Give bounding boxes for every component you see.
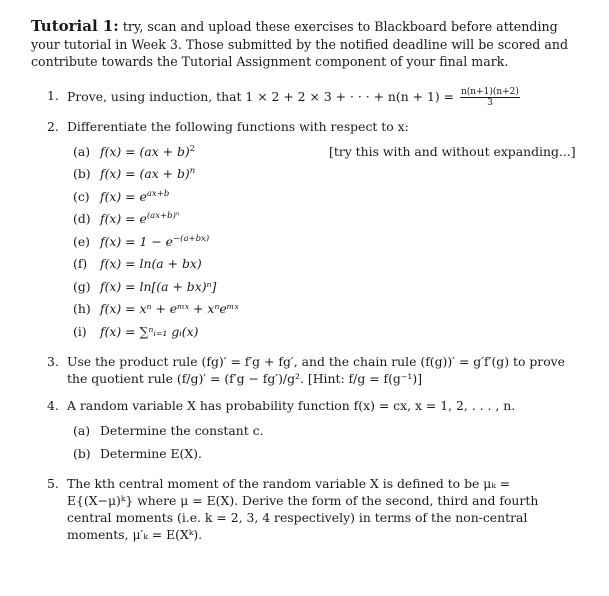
- function-lhs: f(x) =: [100, 188, 140, 204]
- sub-question-b: [67, 163, 579, 186]
- function-base: e: [139, 188, 147, 204]
- sub-question-text: Determine E(X).: [100, 445, 202, 461]
- sub-question-a: [67, 420, 579, 443]
- sub-label: (f): [73, 256, 88, 271]
- function-lhs: f(x) =: [100, 278, 140, 294]
- function-base: xⁿ + eᵐˣ + xⁿeᵐˣ: [139, 301, 239, 316]
- function-base: e: [139, 211, 147, 226]
- question-text: Prove, using induction, that 1 × 2 + 2 × 3 + · · · + n(n + 1) =: [67, 88, 458, 104]
- sub-question-d: [67, 208, 579, 231]
- sub-label: (a): [73, 423, 91, 438]
- function-base: (ax + b): [139, 166, 190, 181]
- tutorial-sheet: [31, 18, 579, 553]
- question-1: [31, 87, 579, 108]
- sub-label: (g): [73, 278, 91, 294]
- fraction: [460, 87, 520, 108]
- question-4: [31, 397, 579, 465]
- sub-label: (b): [73, 166, 91, 181]
- function-lhs: f(x) =: [100, 143, 140, 159]
- sub-label: (h): [73, 301, 91, 316]
- question-2: [31, 118, 579, 344]
- sub-label: (d): [73, 211, 91, 226]
- sub-question-i: [67, 321, 579, 344]
- function-base: ln[(a + bx)ⁿ]: [139, 278, 217, 294]
- sub-label: (b): [73, 445, 91, 461]
- sub-question-a: [67, 141, 579, 164]
- sub-question-b: [67, 443, 579, 466]
- sub-question-list: [67, 141, 579, 344]
- question-number: 1.: [47, 87, 59, 103]
- tutorial-title: Tutorial 1:: [31, 17, 119, 35]
- function-lhs: f(x) =: [100, 301, 140, 316]
- question-text: The kth central moment of the random variable X is defined to be μₖ = E{(X−μ)ᵏ} where μ = E(X). Derive the form of the second, third and fourth central moments (i.e. k = 2, 3, 4 respectively) in terms of the non-central moments, μ′ₖ = E(Xᵏ).: [67, 476, 539, 542]
- function-lhs: f(x) =: [100, 323, 140, 339]
- sub-question-e: [67, 231, 579, 254]
- function-lhs: f(x) =: [100, 256, 140, 271]
- exponent: (ax+b)ⁿ: [146, 210, 180, 221]
- sub-label: (a): [73, 143, 91, 159]
- question-text: Use the product rule (fg)′ = f′g + fg′, and the chain rule (f(g))′ = g′f′(g) to prove the quotient rule (f/g)′ = (f′g − fg′)/g². [Hint: f/g = f(g⁻¹)]: [67, 354, 566, 386]
- intro-text: try, scan and upload these exercises to Blackboard before attending your tutorial in Week 3. Those submitted by the notified deadline will be scored and contribute towards the Tutorial Assignment component of your final mark.: [31, 19, 569, 69]
- sub-question-h: [67, 298, 579, 321]
- exponent: n: [189, 165, 196, 176]
- sub-question-text: Determine the constant c.: [100, 423, 264, 438]
- function-base: 1 − e: [139, 233, 173, 249]
- question-list: [31, 87, 579, 544]
- question-5: [31, 475, 579, 543]
- question-number: 3.: [47, 354, 59, 369]
- question-text: Differentiate the following functions with respect to x:: [67, 118, 409, 134]
- exponent: −(a+bx): [173, 233, 210, 244]
- hint-note: [try this with and without expanding...]: [329, 143, 576, 159]
- function-lhs: f(x) =: [100, 166, 140, 181]
- question-number: 4.: [47, 398, 59, 413]
- sub-label: (e): [73, 233, 91, 249]
- sub-label: (i): [73, 323, 87, 339]
- function-base: (ax + b): [139, 143, 190, 159]
- question-number: 2.: [47, 118, 59, 134]
- question-3: [31, 353, 579, 387]
- sub-question-c: [67, 186, 579, 209]
- sub-label: (c): [73, 188, 90, 204]
- function-base: ln(a + bx): [139, 256, 202, 271]
- fraction-numerator: n(n+1)(n+2): [460, 86, 519, 97]
- function-base: ∑ⁿᵢ₌₁ gᵢ(x): [139, 323, 199, 339]
- function-lhs: f(x) =: [100, 233, 140, 249]
- fraction-denominator: 3: [487, 97, 493, 108]
- exponent: ax+b: [146, 188, 170, 199]
- exponent: 2: [189, 143, 196, 154]
- sub-question-f: [67, 253, 579, 276]
- question-text: A random variable X has probability function f(x) = cx, x = 1, 2, . . . , n.: [67, 398, 516, 413]
- question-number: 5.: [47, 476, 59, 491]
- sub-question-g: [67, 276, 579, 299]
- sub-question-list: [67, 420, 579, 465]
- intro-paragraph: [31, 18, 579, 71]
- function-lhs: f(x) =: [100, 211, 140, 226]
